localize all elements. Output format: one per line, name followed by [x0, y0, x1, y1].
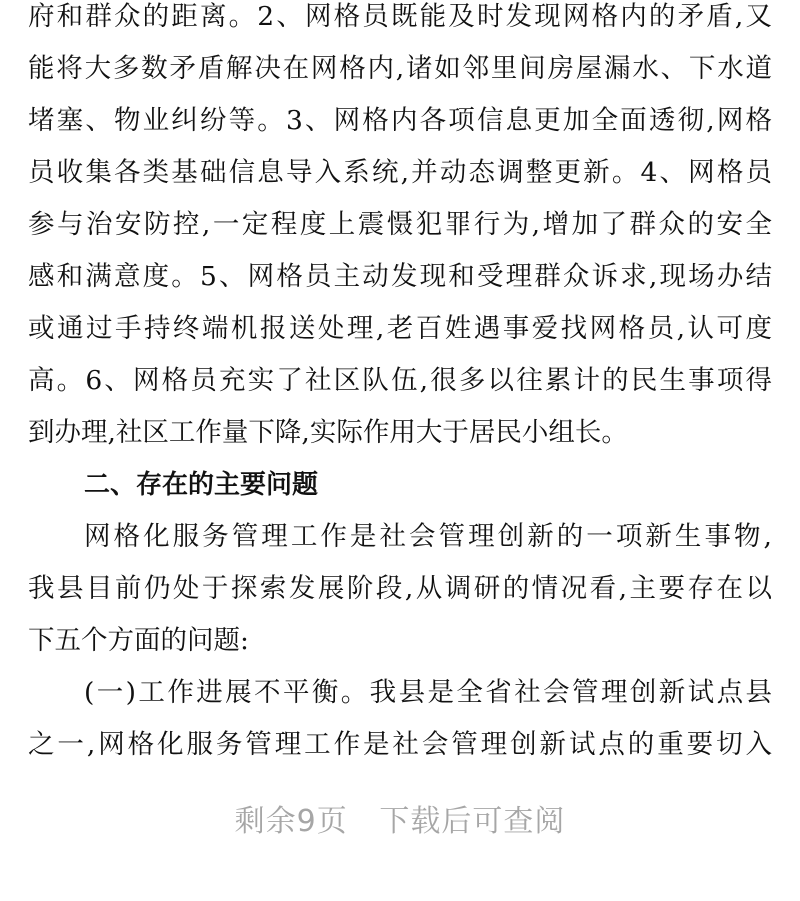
content-end-spacer: [0, 760, 800, 761]
paragraph-line-6: 感和满意度。5、网格员主动发现和受理群众诉求,现场办结: [28, 261, 772, 292]
paragraph-line-1: 府和群众的距离。2、网格员既能及时发现网格内的矛盾,又: [28, 1, 772, 32]
paragraph-line-3: 堵塞、物业纠纷等。3、网格内各项信息更加全面透彻,网格: [28, 105, 772, 136]
item-line-2: 之一,网格化服务管理工作是社会管理创新试点的重要切入: [28, 729, 772, 760]
remaining-pages-text: 剩余9页: [234, 804, 348, 839]
paragraph-line-4: 员收集各类基础信息导入系统,并动态调整更新。4、网格员: [28, 157, 772, 188]
paragraph-line-5: 参与治安防控,一定程度上震慑犯罪行为,增加了群众的安全: [28, 209, 772, 240]
paragraph-line-8: 高。6、网格员充实了社区队伍,很多以往累计的民生事项得: [28, 365, 772, 396]
paragraph-line-7: 或通过手持终端机报送处理,老百姓遇事爱找网格员,认可度: [28, 313, 772, 344]
intro-line-3: 下五个方面的问题:: [28, 625, 249, 656]
section-heading: 二、存在的主要问题: [84, 470, 319, 500]
download-prompt[interactable]: [0, 800, 800, 844]
paragraph-line-9: 到办理,社区工作量下降,实际作用大于居民小组长。: [28, 417, 628, 448]
intro-line-2: 我县目前仍处于探索发展阶段,从调研的情况看,主要存在以: [28, 573, 772, 604]
intro-line-1: 网格化服务管理工作是社会管理创新的一项新生事物,: [84, 521, 772, 552]
item-line-1: (一)工作进展不平衡。我县是全省社会管理创新试点县: [84, 677, 772, 708]
paragraph-line-2: 能将大多数矛盾解决在网格内,诸如邻里间房屋漏水、下水道: [28, 53, 772, 84]
download-to-view-text: 下载后可查阅: [379, 804, 566, 839]
